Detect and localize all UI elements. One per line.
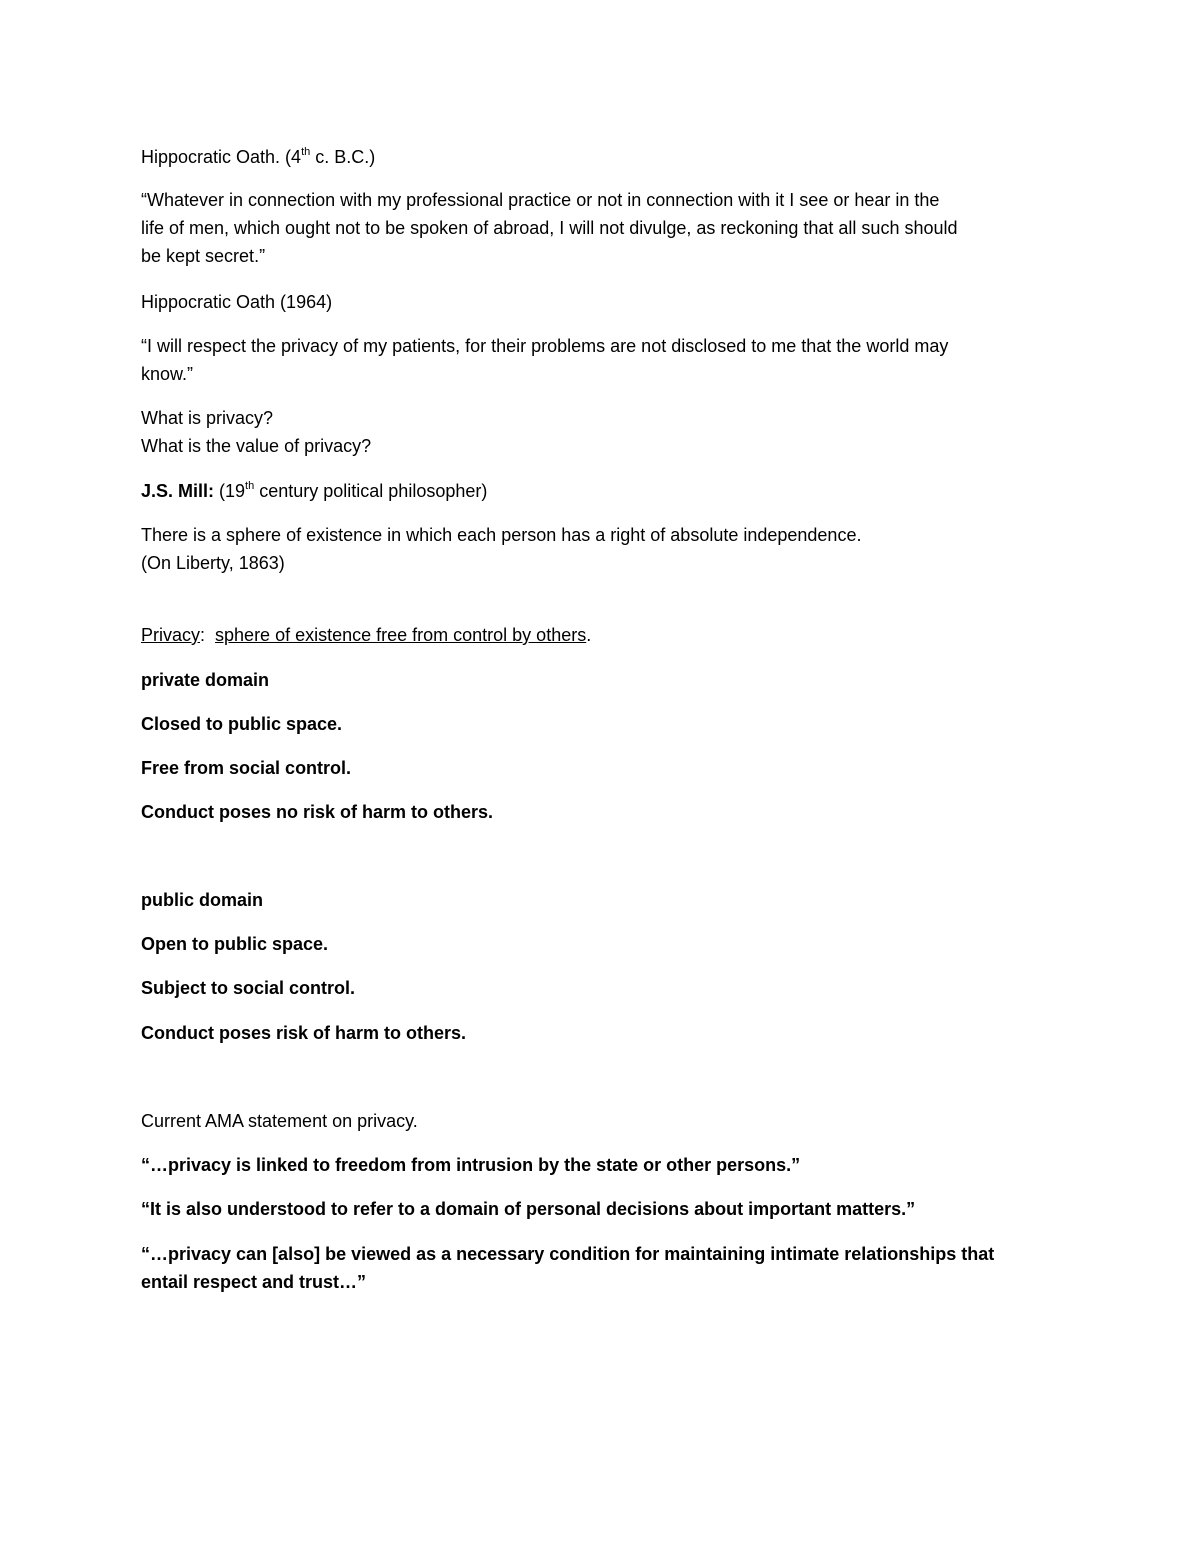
privacy-definition <box>141 623 591 647</box>
ama-quote: “…privacy is linked to freedom from intrusion by the state or other persons.” <box>141 1155 801 1175</box>
private-domain-item: Conduct poses no risk of harm to others. <box>141 802 494 822</box>
definition-text: sphere of existence free from control by others <box>215 625 587 645</box>
public-domain-item: Open to public space. <box>141 934 329 954</box>
private-domain-title: private domain <box>141 670 270 690</box>
definition-period: . <box>586 625 592 645</box>
ama-quote: “It is also understood to refer to a domain of personal decisions about important matters.” <box>141 1199 916 1219</box>
private-domain-item: Free from social control. <box>141 758 352 778</box>
hippocratic-ancient-heading <box>141 145 375 169</box>
public-domain-item: Conduct poses risk of harm to others. <box>141 1023 467 1043</box>
public-domain-title: public domain <box>141 890 264 910</box>
mill-source: (On Liberty, 1863) <box>141 553 285 573</box>
private-domain-item: Closed to public space. <box>141 714 343 734</box>
ama-heading: Current AMA statement on privacy. <box>141 1111 418 1131</box>
public-domain-item: Subject to social control. <box>141 978 356 998</box>
mill-statement: There is a sphere of existence in which each person has a right of absolute independence. <box>141 525 862 545</box>
question-line: What is privacy? <box>141 408 274 428</box>
heading-text: Hippocratic Oath. (4 <box>141 147 302 167</box>
mill-desc: century political philosopher) <box>254 481 488 501</box>
definition-term: Privacy <box>141 625 201 645</box>
hippocratic-ancient-quote-line: life of men, which ought not to be spoken of abroad, I will not divulge, as reckoning that all such should <box>141 218 958 238</box>
superscript: th <box>301 146 311 158</box>
mill-heading <box>141 479 487 503</box>
mill-name: J.S. Mill: <box>141 481 215 501</box>
ama-quote-line: “…privacy can [also] be viewed as a necessary condition for maintaining intimate relationships that <box>141 1244 995 1264</box>
hippocratic-ancient-quote-line: “Whatever in connection with my professional practice or not in connection with it I see or hear in the <box>141 190 940 210</box>
hippocratic-1964-heading: Hippocratic Oath (1964) <box>141 292 333 312</box>
mill-desc: (19 <box>214 481 246 501</box>
heading-text: c. B.C.) <box>310 147 376 167</box>
ama-quote-line: entail respect and trust…” <box>141 1272 367 1292</box>
hippocratic-ancient-quote-line: be kept secret.” <box>141 246 266 266</box>
hippocratic-1964-quote-line: know.” <box>141 364 194 384</box>
hippocratic-1964-quote-line: “I will respect the privacy of my patients, for their problems are not disclosed to me that the world may <box>141 336 949 356</box>
superscript: th <box>245 480 255 492</box>
definition-colon: : <box>200 625 216 645</box>
question-line: What is the value of privacy? <box>141 436 372 456</box>
